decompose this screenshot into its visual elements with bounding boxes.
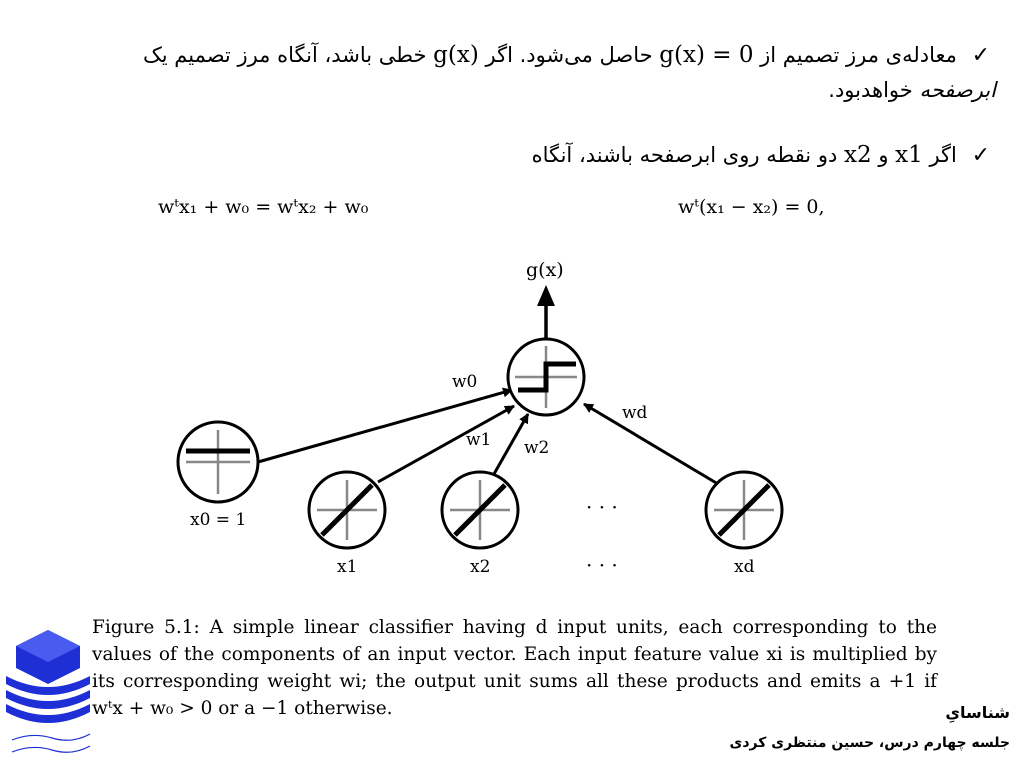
bullet-text: و — [878, 143, 889, 167]
math-gx: g(x) — [433, 42, 479, 68]
bullet-text: اگر — [929, 143, 957, 167]
input-node-x2 — [442, 472, 518, 548]
university-logo-icon — [2, 628, 94, 764]
output-node — [508, 339, 584, 415]
figure-caption: Figure 5.1: A simple linear classifier having d input units, each corresponding to the values of the components of an input vector. Each input feature value xi is multiplied by its corresponding weight wi; the output unit sums all these products and emits a +1 if wᵗx + w₀ > 0 or a −1 otherwise. — [92, 617, 937, 719]
math-x2: x2 — [844, 142, 872, 168]
edge-wd — [584, 404, 718, 484]
bullet-text: معادله‌ی مرز تصمیم از — [760, 43, 957, 67]
equation-left: wᵗx₁ + w₀ = wᵗx₂ + w₀ — [158, 196, 369, 218]
ellipsis-nodes: · · · — [586, 495, 618, 519]
edge-w0 — [258, 390, 512, 462]
bullet-text: دو نقطه روی ابرصفحه باشند، آنگاه — [531, 143, 838, 167]
footer-session: جلسه چهارم درس، حسین منتظری کردی — [729, 735, 1010, 751]
output-label: g(x) — [526, 259, 564, 281]
input-label-x0: x0 = 1 — [190, 510, 247, 530]
math-x1: x1 — [895, 142, 923, 168]
ellipsis-labels: · · · — [586, 553, 618, 577]
input-node-x1 — [309, 472, 385, 548]
footer-course-title: شناسایِ — [945, 703, 1010, 722]
input-label-x2: x2 — [470, 557, 491, 577]
equation-right: wᵗ(x₁ − x₂) = 0, — [678, 196, 825, 218]
bullet-text: خواهدبود. — [828, 78, 913, 102]
check-icon: ✓ — [971, 43, 990, 68]
input-label-x1: x1 — [337, 557, 358, 577]
bullet-text: خطی باشد، آنگاه مرز تصمیم یک — [142, 43, 427, 67]
edge-w1 — [378, 406, 514, 482]
bullet-italic: ابرصفحه — [919, 78, 996, 102]
check-icon: ✓ — [971, 143, 990, 168]
input-label-xd: xd — [734, 557, 755, 577]
math-gx-zero: g(x) = 0 — [659, 42, 754, 68]
weight-label-w2: w2 — [524, 438, 550, 458]
bias-node — [178, 422, 258, 502]
bullet-text: حاصل می‌شود. اگر — [485, 43, 653, 67]
weight-label-w1: w1 — [466, 430, 492, 450]
output-arrowhead — [537, 285, 555, 306]
weight-label-w0: w0 — [452, 372, 478, 392]
input-node-xd — [706, 472, 782, 548]
weight-label-wd: wd — [622, 403, 648, 423]
edge-w2 — [494, 414, 528, 474]
